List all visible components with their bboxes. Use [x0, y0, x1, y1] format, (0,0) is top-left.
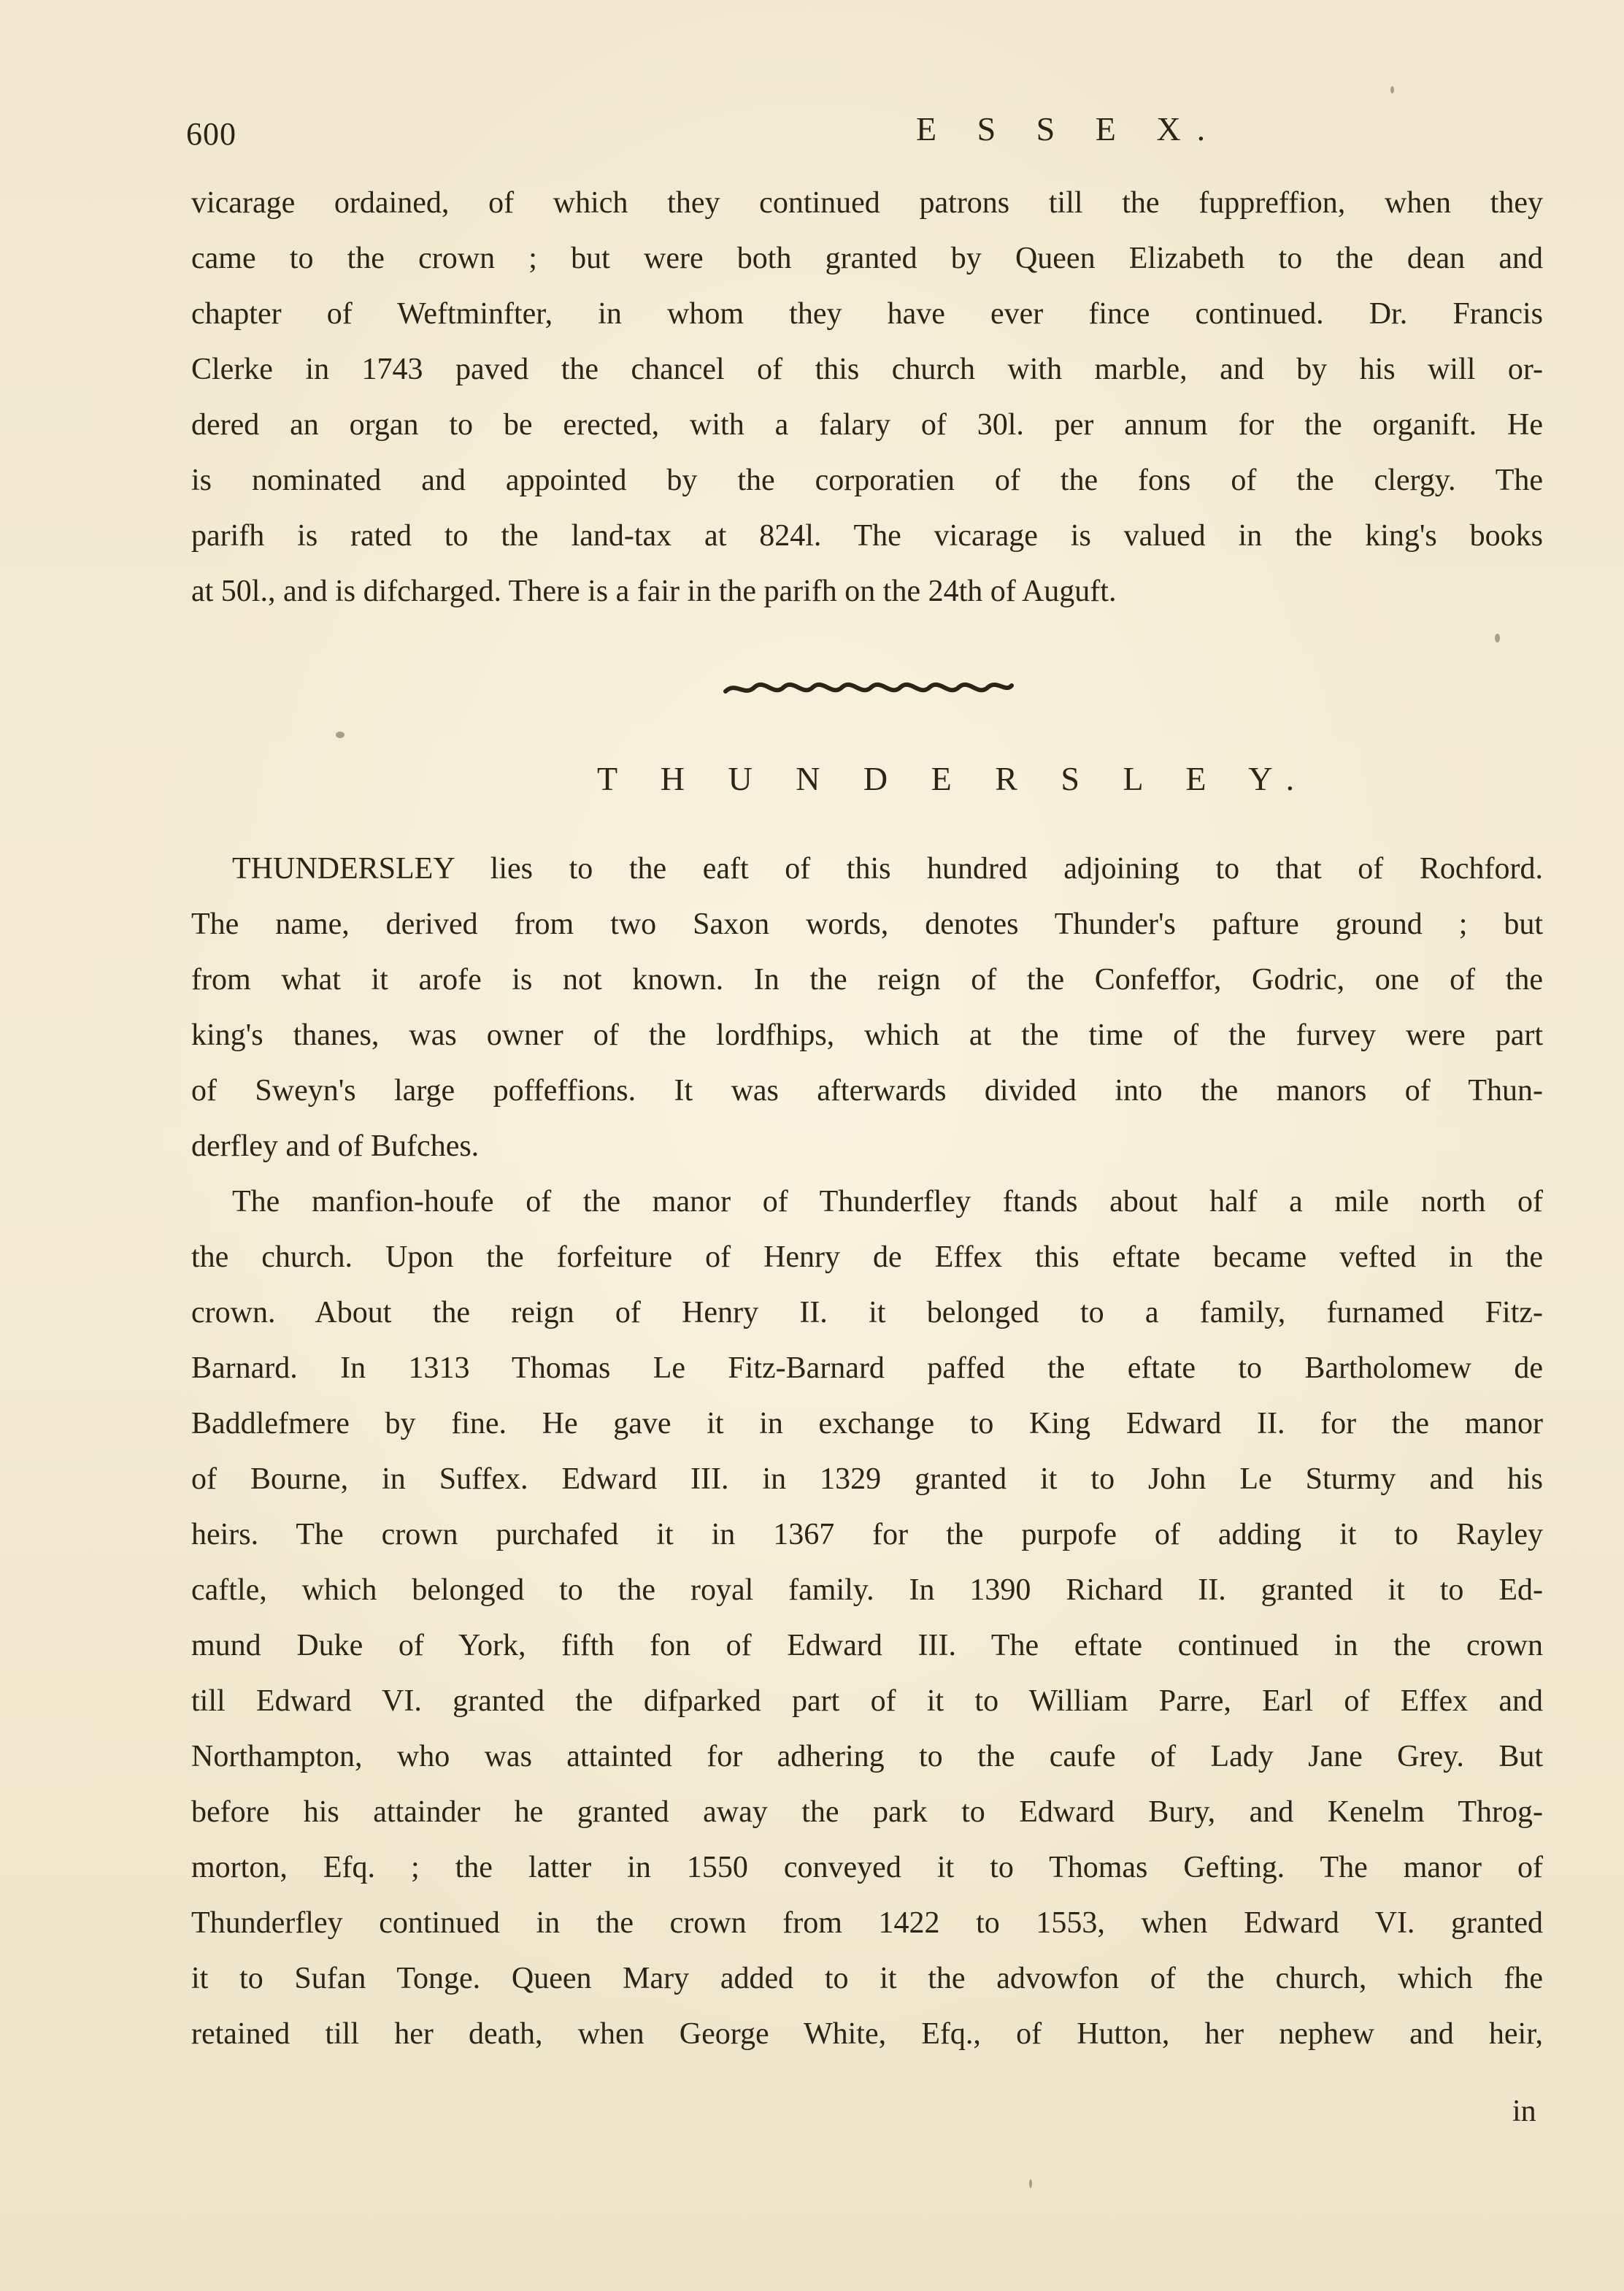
- text-line: the church. Upon the forfeiture of Henry de Effex this eftate became vefted in the: [191, 1240, 1543, 1274]
- section-1-text: [191, 175, 1543, 619]
- text-line: till Edward VI. granted the difparked part of it to William Parre, Earl of Effex and: [191, 1684, 1543, 1718]
- text-line: chapter of Weftminfter, in whom they have ever fince continued. Dr. Francis: [191, 297, 1543, 331]
- paper-speck: [1495, 634, 1500, 642]
- paper-speck: [1390, 86, 1394, 93]
- text-line: before his attainder he granted away the park to Edward Bury, and Kenelm Throg-: [191, 1795, 1543, 1829]
- section-2-text: [191, 841, 1543, 2062]
- text-line: from what it arofe is not known. In the reign of the Confeffor, Godric, one of the: [191, 963, 1543, 997]
- page-number: 600: [186, 116, 236, 152]
- text-line: at 50l., and is difcharged. There is a fair in the parifh on the 24th of Auguft.: [191, 575, 1117, 608]
- text-line: is nominated and appointed by the corporatien of the fons of the clergy. The: [191, 464, 1543, 497]
- text-line: Clerke in 1743 paved the chancel of this church with marble, and by his will or-: [191, 353, 1543, 386]
- text-line: caftle, which belonged to the royal family. In 1390 Richard II. granted it to Ed-: [191, 1573, 1543, 1607]
- running-title: E S S E X.: [916, 110, 1222, 147]
- text-line: Northampton, who was attainted for adhering to the caufe of Lady Jane Grey. But: [191, 1740, 1543, 1773]
- catchword: in: [1512, 2095, 1536, 2128]
- text-line: parifh is rated to the land-tax at 824l. The vicarage is valued in the king's books: [191, 519, 1543, 553]
- paper-speck: [336, 732, 345, 738]
- text-line: The manfion-houfe of the manor of Thunderfley ftands about half a mile north of: [232, 1185, 1543, 1219]
- text-line: derfley and of Bufches.: [191, 1129, 480, 1163]
- text-line: dered an organ to be erected, with a falary of 30l. per annum for the organift. He: [191, 408, 1543, 442]
- section-title: T H U N D E R S L E Y.: [597, 760, 1312, 797]
- text-line: of Bourne, in Suffex. Edward III. in 1329 granted it to John Le Sturmy and his: [191, 1462, 1543, 1496]
- text-line: of Sweyn's large poffeffions. It was afterwards divided into the manors of Thun-: [191, 1074, 1543, 1108]
- text-line: came to the crown ; but were both granted by Queen Elizabeth to the dean and: [191, 242, 1543, 275]
- text-line: Baddlefmere by fine. He gave it in exchange to King Edward II. for the manor: [191, 1407, 1543, 1440]
- text-line: morton, Efq. ; the latter in 1550 conveyed it to Thomas Gefting. The manor of: [191, 1851, 1543, 1884]
- running-head: [186, 110, 1540, 153]
- text-line: vicarage ordained, of which they continued patrons till the fuppreffion, when they: [191, 186, 1543, 220]
- text-line: crown. About the reign of Henry II. it belonged to a family, furnamed Fitz-: [191, 1296, 1543, 1329]
- text-line: mund Duke of York, fifth fon of Edward III. The eftate continued in the crown: [191, 1629, 1543, 1662]
- text-line: heirs. The crown purchafed it in 1367 for the purpofe of adding it to Rayley: [191, 1518, 1543, 1551]
- text-line: retained till her death, when George White, Efq., of Hutton, her nephew and heir,: [191, 2017, 1543, 2051]
- text-line: Barnard. In 1313 Thomas Le Fitz-Barnard paffed the eftate to Bartholomew de: [191, 1351, 1543, 1385]
- text-line: The name, derived from two Saxon words, denotes Thunder's pafture ground ; but: [191, 907, 1543, 941]
- wavy-ornament-divider: [723, 675, 1015, 702]
- text-line: Thunderfley continued in the crown from 1422 to 1553, when Edward VI. granted: [191, 1906, 1543, 1940]
- text-line: king's thanes, was owner of the lordfhips, which at the time of the furvey were part: [191, 1018, 1543, 1052]
- text-line: THUNDERSLEY lies to the eaft of this hundred adjoining to that of Rochford.: [232, 852, 1543, 886]
- text-line: it to Sufan Tonge. Queen Mary added to it the advowfon of the church, which fhe: [191, 1962, 1543, 1995]
- paper-speck: [1029, 2179, 1032, 2188]
